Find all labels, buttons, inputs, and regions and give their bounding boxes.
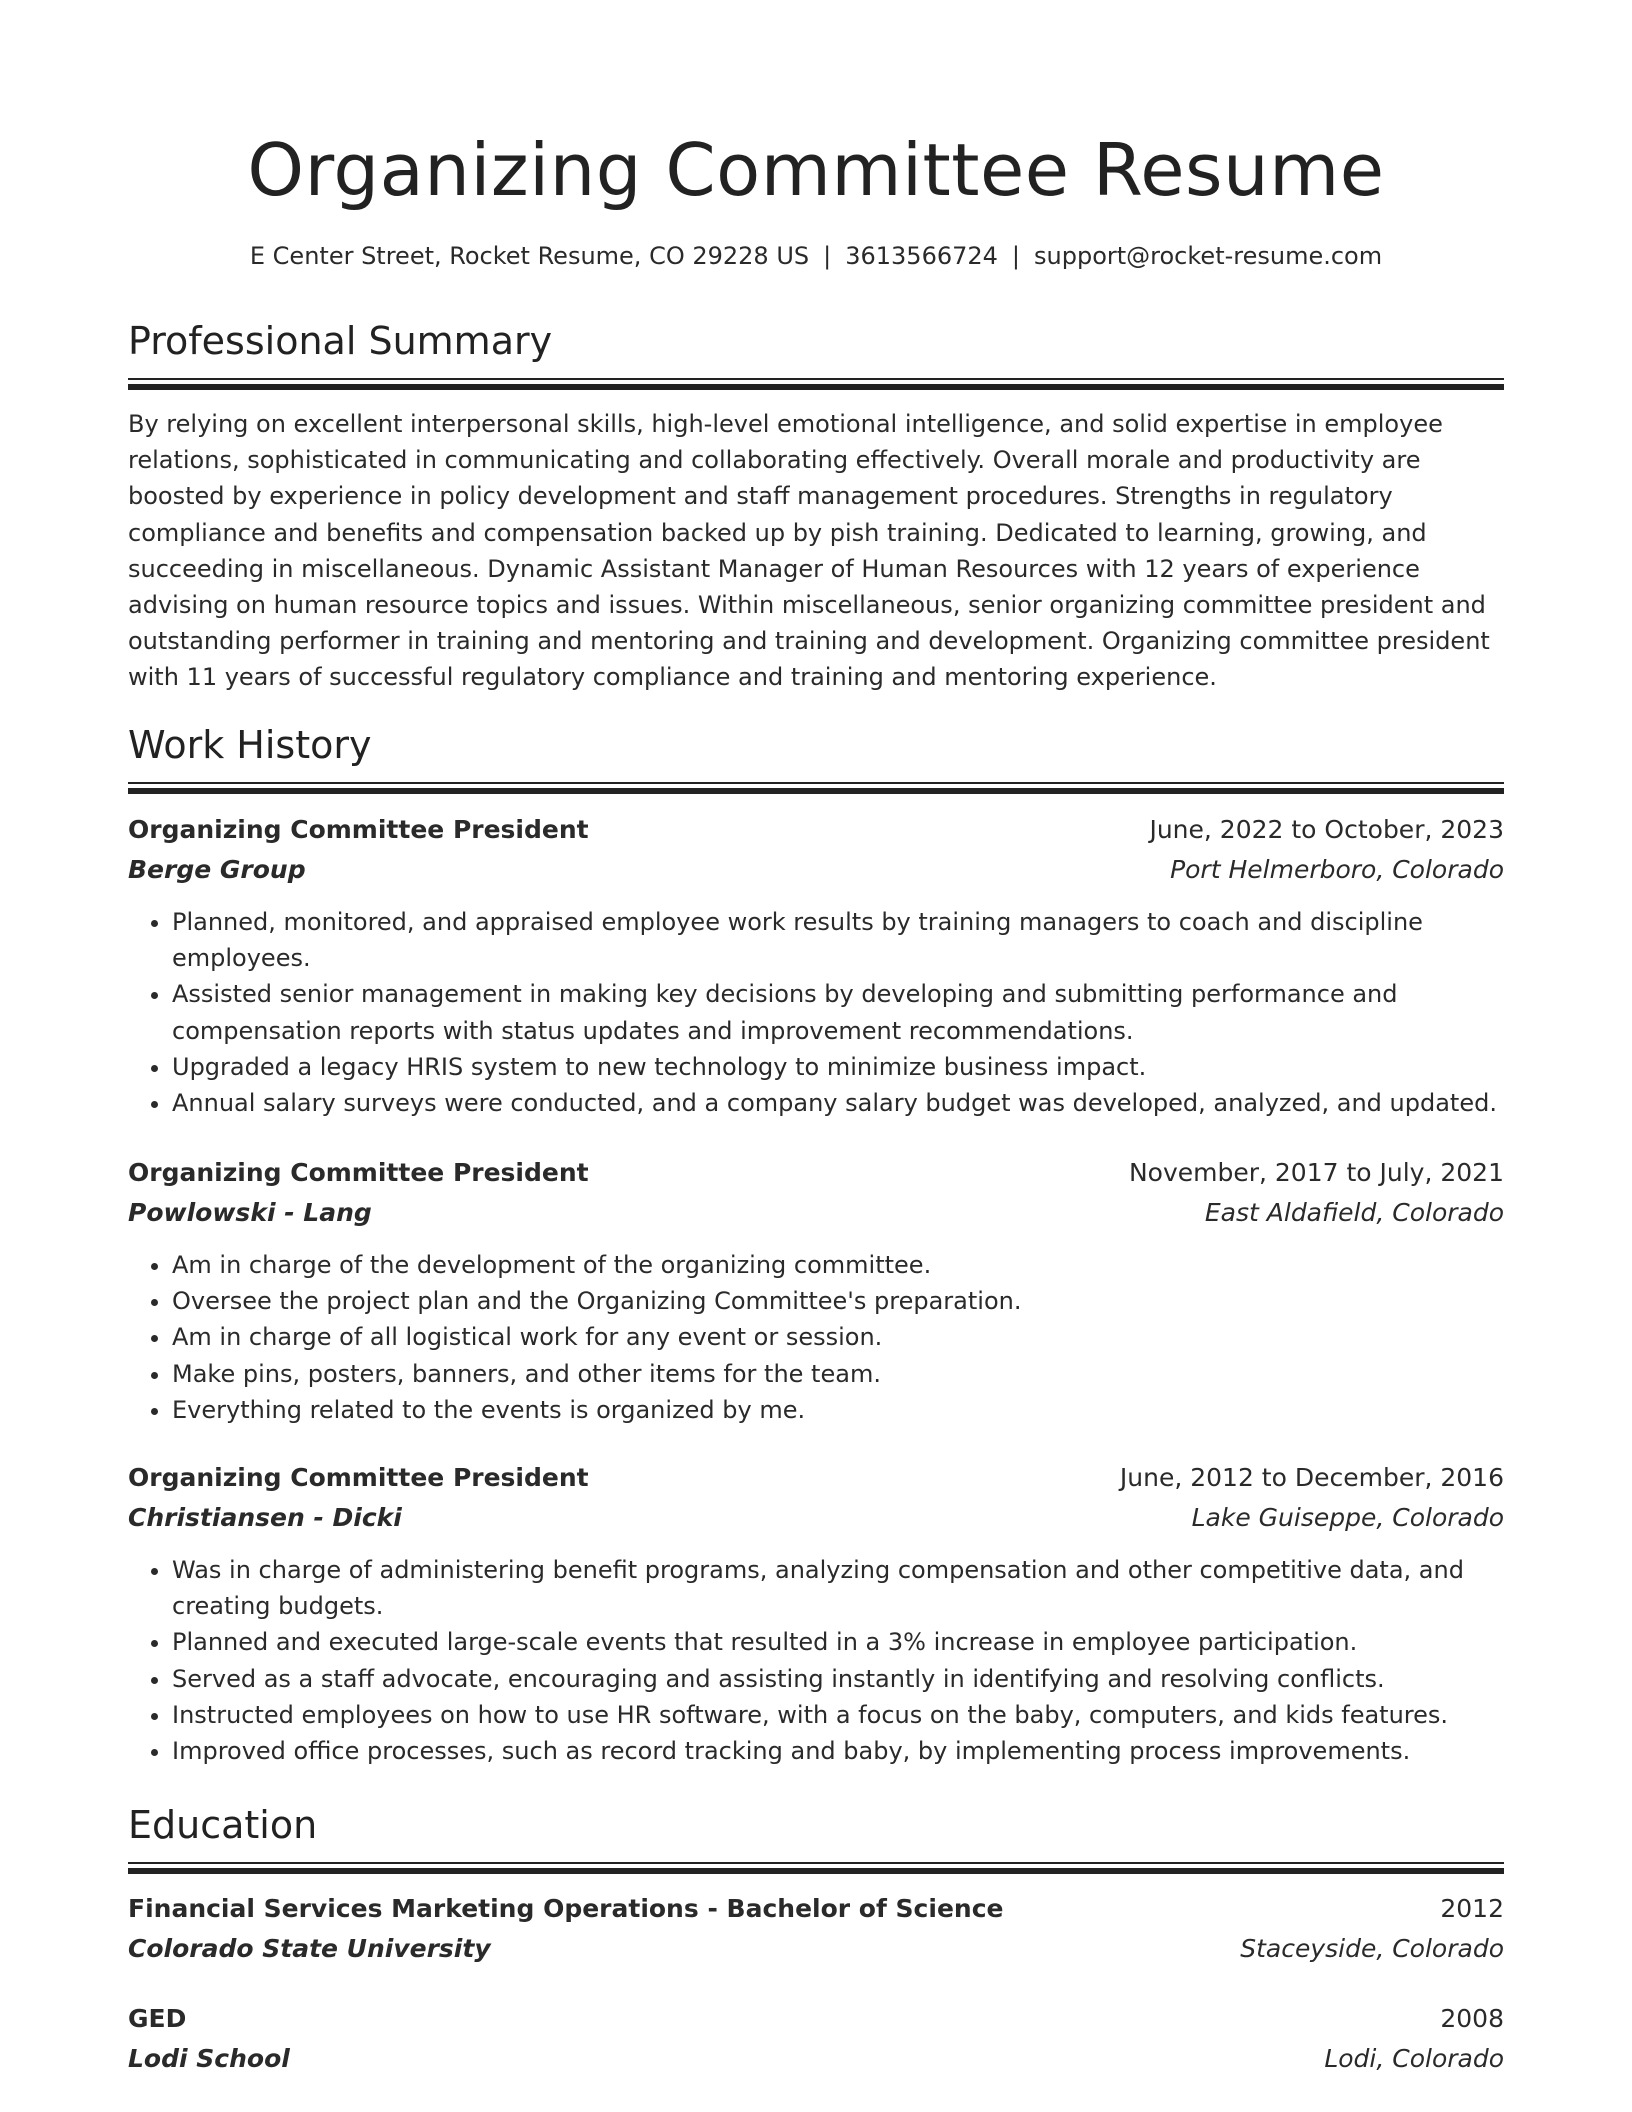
section-divider — [128, 782, 1504, 794]
section-divider — [128, 378, 1504, 390]
list-item: • Improved office processes, such as record tracking and baby, by implementing process improvements. — [172, 1733, 1504, 1769]
contact-line — [128, 238, 1504, 274]
school-location: Staceyside, Colorado — [1240, 1934, 1504, 1963]
graduation-year: 2008 — [1440, 2004, 1504, 2033]
job-header-row — [128, 1458, 1504, 1498]
list-item: • Planned and executed large-scale events that resulted in a 3% increase in employee participation. — [172, 1624, 1504, 1660]
education-entry — [128, 1889, 1504, 1969]
education-school-row — [128, 1929, 1504, 1969]
summary-heading: Professional Summary — [128, 319, 553, 363]
job-bullets — [128, 1247, 1504, 1428]
job-company-row — [128, 850, 1504, 890]
job-dates: June, 2022 to October, 2023 — [1149, 815, 1504, 844]
email-text: support@rocket-resume.com — [1034, 242, 1383, 270]
graduation-year: 2012 — [1440, 1894, 1504, 1923]
job-company: Christiansen - Dicki — [128, 1503, 402, 1532]
job-entry — [128, 1458, 1504, 1769]
education-section-header — [128, 1800, 1504, 1874]
list-item: • Assisted senior management in making key decisions by developing and submitting performance and compensation reports with status updates and improvement recommendations. — [172, 976, 1504, 1048]
school-location: Lodi, Colorado — [1324, 2044, 1504, 2073]
list-item: • Oversee the project plan and the Organizing Committee's preparation. — [172, 1283, 1504, 1319]
resume-title: Organizing Committee Resume — [247, 128, 1385, 212]
work-heading: Work History — [128, 723, 372, 767]
job-header-row — [128, 810, 1504, 850]
section-divider — [128, 1862, 1504, 1874]
list-item: • Instructed employees on how to use HR software, with a focus on the baby, computers, and kids features. — [172, 1697, 1504, 1733]
job-location: East Aldafield, Colorado — [1204, 1198, 1504, 1227]
job-company: Berge Group — [128, 855, 306, 884]
job-company: Powlowski - Lang — [128, 1198, 372, 1227]
job-title: Organizing Committee President — [128, 1463, 589, 1492]
education-school-row — [128, 2039, 1504, 2079]
job-header-row — [128, 1153, 1504, 1193]
phone-text: 3613566724 — [845, 242, 998, 270]
job-bullets — [128, 904, 1504, 1121]
list-item: • Upgraded a legacy HRIS system to new technology to minimize business impact. — [172, 1049, 1504, 1085]
education-header-row — [128, 1889, 1504, 1929]
list-item: • Planned, monitored, and appraised employee work results by training managers to coach and discipline employees. — [172, 904, 1504, 976]
job-bullets — [128, 1552, 1504, 1769]
list-item: • Am in charge of all logistical work for any event or session. — [172, 1319, 1504, 1355]
job-entry — [128, 1153, 1504, 1428]
job-title: Organizing Committee President — [128, 815, 589, 844]
job-dates: November, 2017 to July, 2021 — [1128, 1158, 1504, 1187]
degree-name: GED — [128, 2004, 187, 2033]
work-section-header — [128, 720, 1504, 794]
job-title: Organizing Committee President — [128, 1158, 589, 1187]
education-header-row — [128, 1999, 1504, 2039]
school-name: Lodi School — [128, 2044, 290, 2073]
job-location: Port Helmerboro, Colorado — [1170, 855, 1504, 884]
address-text: E Center Street, Rocket Resume, CO 29228 US — [249, 242, 810, 270]
degree-name: Financial Services Marketing Operations - Bachelor of Science — [128, 1894, 1004, 1923]
job-company-row — [128, 1193, 1504, 1233]
summary-text: By relying on excellent interpersonal skills, high-level emotional intelligence, and solid expertise in employee relations, sophisticated in communicating and collaborating effectively. Overall morale and productivity are boosted by experience in policy development and staff management procedures. Strengths in regulatory compliance and benefits and compensation backed up by pish training. Dedicated to learning, growing, and succeeding in miscellaneous. Dynamic Assistant Manager of Human Resources with 12 years of experience advising on human resource topics and issues. Within miscellaneous, senior organizing committee president and outstanding performer in training and mentoring and training and development. Organizing committee president with 11 years of successful regulatory compliance and training and mentoring experience. — [128, 410, 1490, 692]
job-location: Lake Guiseppe, Colorado — [1191, 1503, 1504, 1532]
job-entry — [128, 810, 1504, 1121]
job-dates: June, 2012 to December, 2016 — [1119, 1463, 1504, 1492]
school-name: Colorado State University — [128, 1934, 491, 1963]
education-heading: Education — [128, 1803, 318, 1847]
list-item: • Served as a staff advocate, encouraging and assisting instantly in identifying and resolving conflicts. — [172, 1661, 1504, 1697]
list-item: • Was in charge of administering benefit programs, analyzing compensation and other competitive data, and creating budgets. — [172, 1552, 1504, 1624]
list-item: • Am in charge of the development of the organizing committee. — [172, 1247, 1504, 1283]
contact-separator: | — [823, 242, 832, 270]
education-entry — [128, 1999, 1504, 2079]
contact-separator: | — [1011, 242, 1021, 270]
job-company-row — [128, 1498, 1504, 1538]
list-item: • Everything related to the events is organized by me. — [172, 1392, 1504, 1428]
list-item: • Annual salary surveys were conducted, and a company salary budget was developed, analyzed, and updated. — [172, 1085, 1504, 1121]
summary-section-header — [128, 316, 1504, 390]
list-item: • Make pins, posters, banners, and other items for the team. — [172, 1356, 1504, 1392]
